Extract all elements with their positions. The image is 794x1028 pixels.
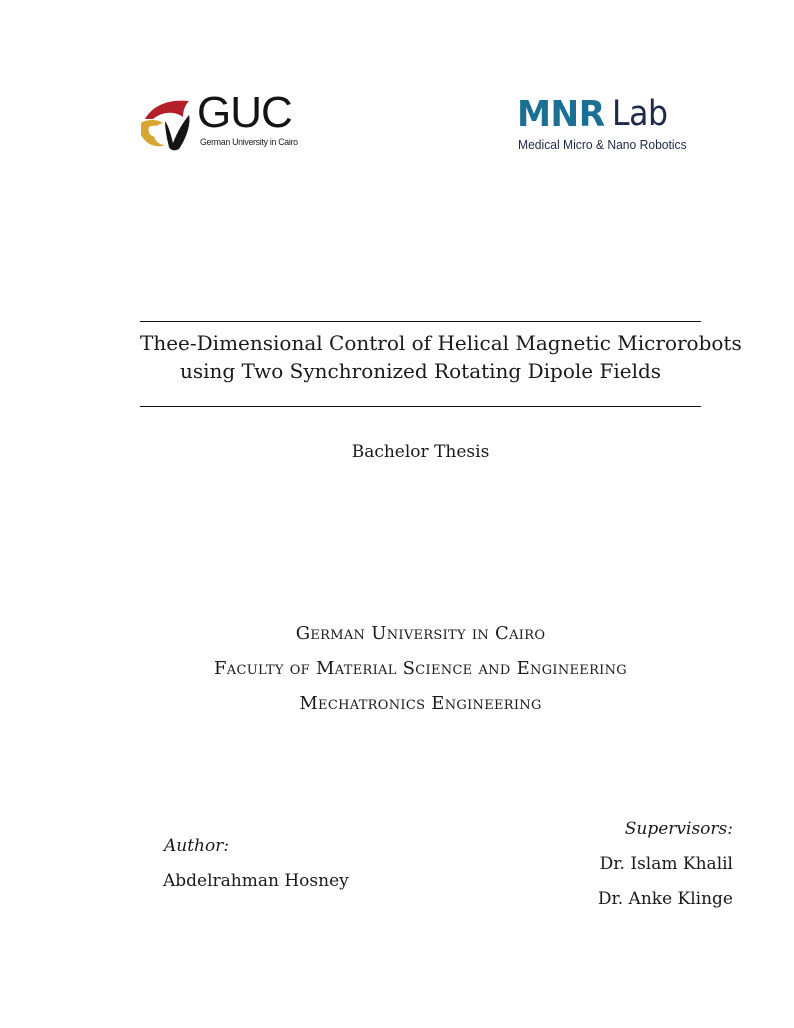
title-rule-top xyxy=(140,321,701,322)
supervisors-block xyxy=(598,819,733,924)
title-rule-bottom xyxy=(140,406,701,407)
thesis-title xyxy=(140,329,742,385)
mnr-lab-logo xyxy=(517,94,707,156)
supervisor-name: Dr. Anke Klinge xyxy=(597,889,733,909)
guc-logo xyxy=(139,88,299,153)
author-name: Abdelrahman Hosney xyxy=(163,871,349,891)
department-name: Mechatronics Engineering xyxy=(299,693,542,714)
guc-emblem-icon xyxy=(139,97,195,153)
university-name: German University in Cairo xyxy=(295,623,546,644)
thesis-type: Bachelor Thesis xyxy=(351,442,490,462)
mnr-subtitle: Medical Micro & Nano Robotics xyxy=(518,137,687,152)
supervisor-name: Dr. Islam Khalil xyxy=(599,854,733,874)
lab-wordmark: Lab xyxy=(612,94,668,134)
thesis-title-line-1: Thee-Dimensional Control of Helical Magnetic Microrobots xyxy=(140,331,742,355)
mnr-wordmark: MNR xyxy=(517,94,605,135)
faculty-name: Faculty of Material Science and Engineering xyxy=(214,658,627,679)
guc-wordmark: GUC xyxy=(197,88,292,137)
thesis-title-line-2: using Two Synchronized Rotating Dipole Fields xyxy=(179,359,662,383)
guc-subtitle: German University in Cairo xyxy=(200,137,298,148)
supervisors-label: Supervisors: xyxy=(624,819,733,839)
author-label: Author: xyxy=(164,836,230,856)
